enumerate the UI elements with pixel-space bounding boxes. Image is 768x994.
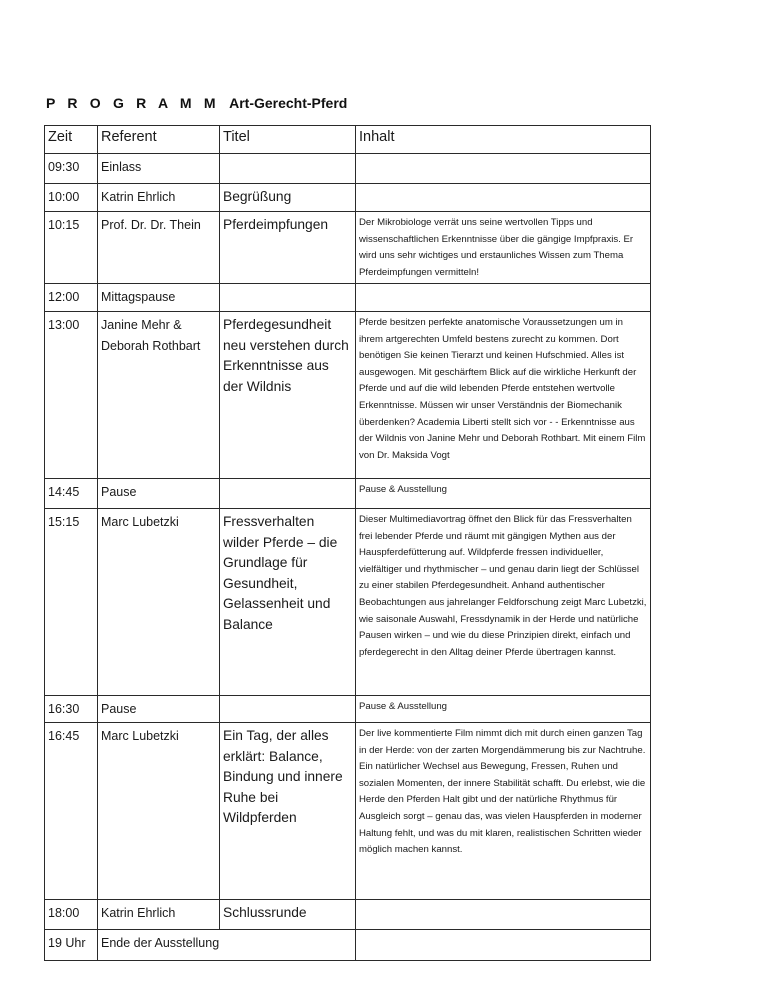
cell-zeit: 16:45 [45, 723, 98, 900]
cell-titel: Fressverhalten wilder Pferde – die Grundlage für Gesundheit, Gelassenheit und Balance [220, 509, 356, 696]
cell-titel [220, 154, 356, 184]
table-row [45, 696, 651, 723]
page-heading [46, 95, 347, 111]
cell-titel: Schlussrunde [220, 900, 356, 930]
cell-inhalt: Der Mikrobiologe verrät uns seine wertvollen Tipps und wissenschaftlichen Erkenntnisse über die gängige Impfpraxis. Er wird uns sehr wichtiges und erstaunliches Wissen zum Thema Pferdeimpfungen vermitteln! [356, 212, 651, 284]
program-table [44, 125, 651, 961]
cell-titel [220, 696, 356, 723]
cell-inhalt [356, 154, 651, 184]
cell-zeit: 09:30 [45, 154, 98, 184]
heading-prefix: P R O G R A M M [46, 95, 220, 111]
cell-titel: Begrüßung [220, 184, 356, 212]
header-zeit: Zeit [45, 126, 98, 154]
cell-titel: Ein Tag, der alles erklärt: Balance, Bindung und innere Ruhe bei Wildpferden [220, 723, 356, 900]
cell-zeit: 13:00 [45, 312, 98, 479]
cell-inhalt: Dieser Multimediavortrag öffnet den Blick für das Fressverhalten frei lebender Pferde und räumt mit gängigen Mythen aus der Hauspferdefütterung auf. Wildpferde fressen individueller, vielfältiger und rhythmischer – und genau darin liegt der Schlüssel zu einer stabilen Pferdegesundheit. Anhand authentischer Beobachtungen aus jahrelanger Feldforschung zeigt Marc Lubetzki, wie saisonale Auswahl, Fressdynamik in der Herde und natürliche Pausen wirken – und wie du diese Prinzipien direkt, einfach und pferdegerecht in den Alltag deiner Pferde übertragen kannst. [356, 509, 651, 696]
table-header-row [45, 126, 651, 154]
cell-titel [220, 284, 356, 312]
cell-referent: Marc Lubetzki [98, 723, 220, 900]
header-titel: Titel [220, 126, 356, 154]
cell-zeit: 15:15 [45, 509, 98, 696]
cell-zeit: 10:15 [45, 212, 98, 284]
cell-zeit: 10:00 [45, 184, 98, 212]
cell-zeit: 19 Uhr [45, 930, 98, 961]
header-referent: Referent [98, 126, 220, 154]
cell-referent: Pause [98, 479, 220, 509]
cell-inhalt [356, 284, 651, 312]
cell-inhalt [356, 184, 651, 212]
cell-inhalt: Pause & Ausstellung [356, 696, 651, 723]
table-row [45, 212, 651, 284]
cell-inhalt [356, 900, 651, 930]
cell-referent: Mittagspause [98, 284, 220, 312]
cell-referent: Katrin Ehrlich [98, 900, 220, 930]
cell-titel: Pferdegesundheit neu verstehen durch Erkenntnisse aus der Wildnis [220, 312, 356, 479]
cell-referent: Katrin Ehrlich [98, 184, 220, 212]
table-row [45, 312, 651, 479]
cell-titel: Pferdeimpfungen [220, 212, 356, 284]
cell-zeit: 12:00 [45, 284, 98, 312]
table-row [45, 284, 651, 312]
table-row [45, 900, 651, 930]
cell-referent: Einlass [98, 154, 220, 184]
cell-referent: Janine Mehr & Deborah Rothbart [98, 312, 220, 479]
table-row [45, 154, 651, 184]
table-row [45, 184, 651, 212]
table-row [45, 479, 651, 509]
cell-zeit: 14:45 [45, 479, 98, 509]
cell-titel [220, 479, 356, 509]
cell-inhalt: Der live kommentierte Film nimmt dich mit durch einen ganzen Tag in der Herde: von der zarten Morgendämmerung bis zur Nachtruhe. Ein natürlicher Wechsel aus Bewegung, Fressen, Ruhen und sozialen Momenten, der innere Stabilität schafft. Du erlebst, wie die Herde den Pferden Halt gibt und der natürliche Rhythmus für Ausgleich sorgt – genau das, was vielen Hauspferden in moderner Haltung fehlt, und was du mit klaren, realistischen Schritten wieder möglich machen kannst. [356, 723, 651, 900]
cell-referent: Prof. Dr. Dr. Thein [98, 212, 220, 284]
cell-inhalt: Pause & Ausstellung [356, 479, 651, 509]
table-row [45, 509, 651, 696]
cell-zeit: 18:00 [45, 900, 98, 930]
heading-title: Art-Gerecht-Pferd [229, 95, 348, 111]
cell-zeit: 16:30 [45, 696, 98, 723]
cell-referent: Ende der Ausstellung [98, 930, 356, 961]
table-row [45, 723, 651, 900]
cell-inhalt: Pferde besitzen perfekte anatomische Voraussetzungen um in ihrem artgerechten Umfeld bestens zurecht zu kommen. Dort benötigen Sie keinen Tierarzt und keinen Hufschmied. Alles ist ausgewogen. Mit geschärftem Blick auf die wirkliche Herkunft der Pferde und auf die wild lebenden Pferde entstehen wertvolle Erkenntnisse. Müssen wir unser Verständnis der Biomechanik überdenken? Academia Liberti stellt sich vor - - Erkenntnisse aus der Wildnis von Janine Mehr und Deborah Rothbart. Mit einem Film von Dr. Maksida Vogt [356, 312, 651, 479]
cell-inhalt [356, 930, 651, 961]
cell-referent: Pause [98, 696, 220, 723]
cell-referent: Marc Lubetzki [98, 509, 220, 696]
header-inhalt: Inhalt [356, 126, 651, 154]
table-row [45, 930, 651, 961]
